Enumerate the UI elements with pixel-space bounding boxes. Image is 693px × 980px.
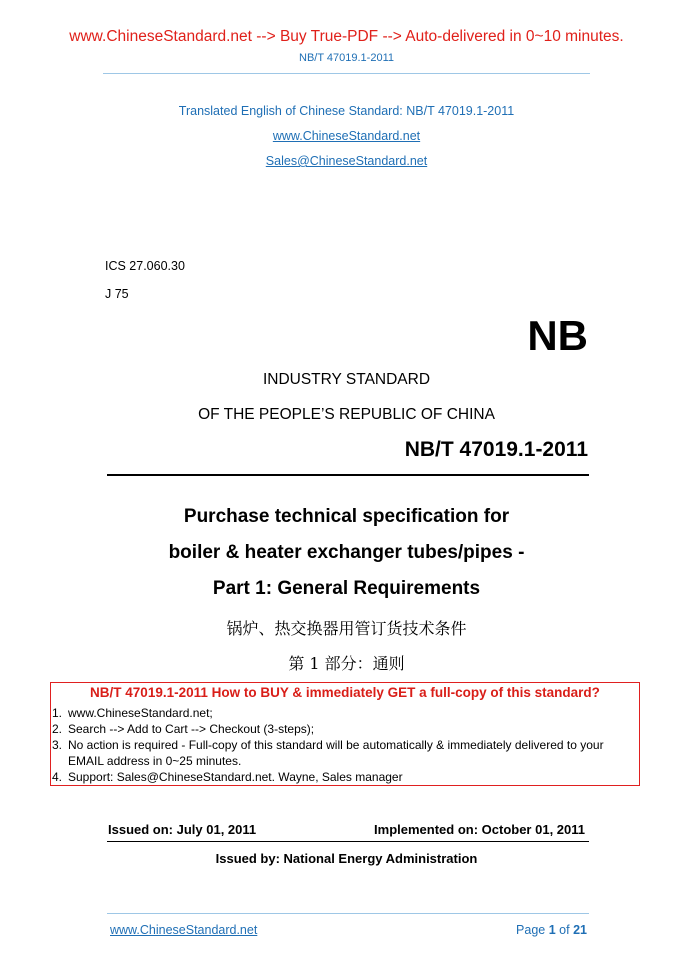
footer-divider [107,913,589,914]
page-of: of [559,923,570,937]
title-en-line2: boiler & heater exchanger tubes/pipes - [168,542,525,563]
buy-step-number: 2. [52,722,63,736]
implemented-on: Implemented on: October 01, 2011 [374,822,585,837]
standard-type-line1: INDUSTRY STANDARD [262,371,431,388]
buy-step-text[interactable]: www.ChineseStandard.net; [68,706,213,720]
page-label: Page [516,923,546,937]
title-en-line1: Purchase technical specification for [183,506,510,527]
buy-step-text: No action is required - Full-copy of this standard will be automatically & immediately delivered to your EMAIL address in 0~25 minutes. [68,738,604,768]
standard-code: NB/T 47019.1-2011 [404,438,588,461]
nb-mark: NB [527,312,588,359]
translation-line: Translated English of Chinese Standard: NB/T 47019.1-2011 [178,104,515,118]
ccs-code: J 75 [105,287,129,301]
header-divider [103,73,590,74]
header-doc-id: NB/T 47019.1-2011 [299,52,394,64]
title-cn-line1: 锅炉、热交换器用管订货技术条件 [226,619,467,638]
standard-type-line2: OF THE PEOPLE’S REPUBLIC OF CHINA [198,406,495,423]
buy-step-text: Support: Sales@ChineseStandard.net. Wayne, Sales manager [68,770,403,784]
page-current: 1 [548,923,556,937]
buy-box [50,682,640,786]
title-en-line3: Part 1: General Requirements [212,578,481,599]
promo-banner[interactable]: www.ChineseStandard.net --> Buy True-PDF --> Auto-delivered in 0~10 minutes. [69,28,624,45]
buy-step [51,705,639,721]
buy-step-number: 3. [52,738,63,752]
title-cn-line2: 第 1 部分：通则 [288,654,405,673]
site-link-wrap [0,129,693,143]
issued-by: Issued by: National Energy Administration [215,851,478,866]
buy-step-number: 4. [52,770,63,784]
main-divider [107,474,589,476]
issue-dates-row [108,822,585,837]
buy-step-number: 1. [52,706,63,720]
page-indicator [516,923,587,937]
buy-step [51,769,639,785]
ics-code: ICS 27.060.30 [105,259,185,273]
site-link[interactable]: www.ChineseStandard.net [272,129,421,143]
buy-step [51,721,639,737]
buy-steps-list [51,705,639,785]
issue-divider [107,841,589,842]
buy-box-heading[interactable]: NB/T 47019.1-2011 How to BUY & immediately GET a full-copy of this standard? [90,685,600,700]
buy-step-text: Search --> Add to Cart --> Checkout (3-steps); [68,722,315,736]
email-link-wrap [0,154,693,168]
issued-on: Issued on: July 01, 2011 [108,822,257,837]
footer-site-link[interactable]: www.ChineseStandard.net [110,923,258,937]
email-link[interactable]: Sales@ChineseStandard.net [265,154,428,168]
buy-step [51,737,639,769]
page-total: 21 [573,923,587,937]
